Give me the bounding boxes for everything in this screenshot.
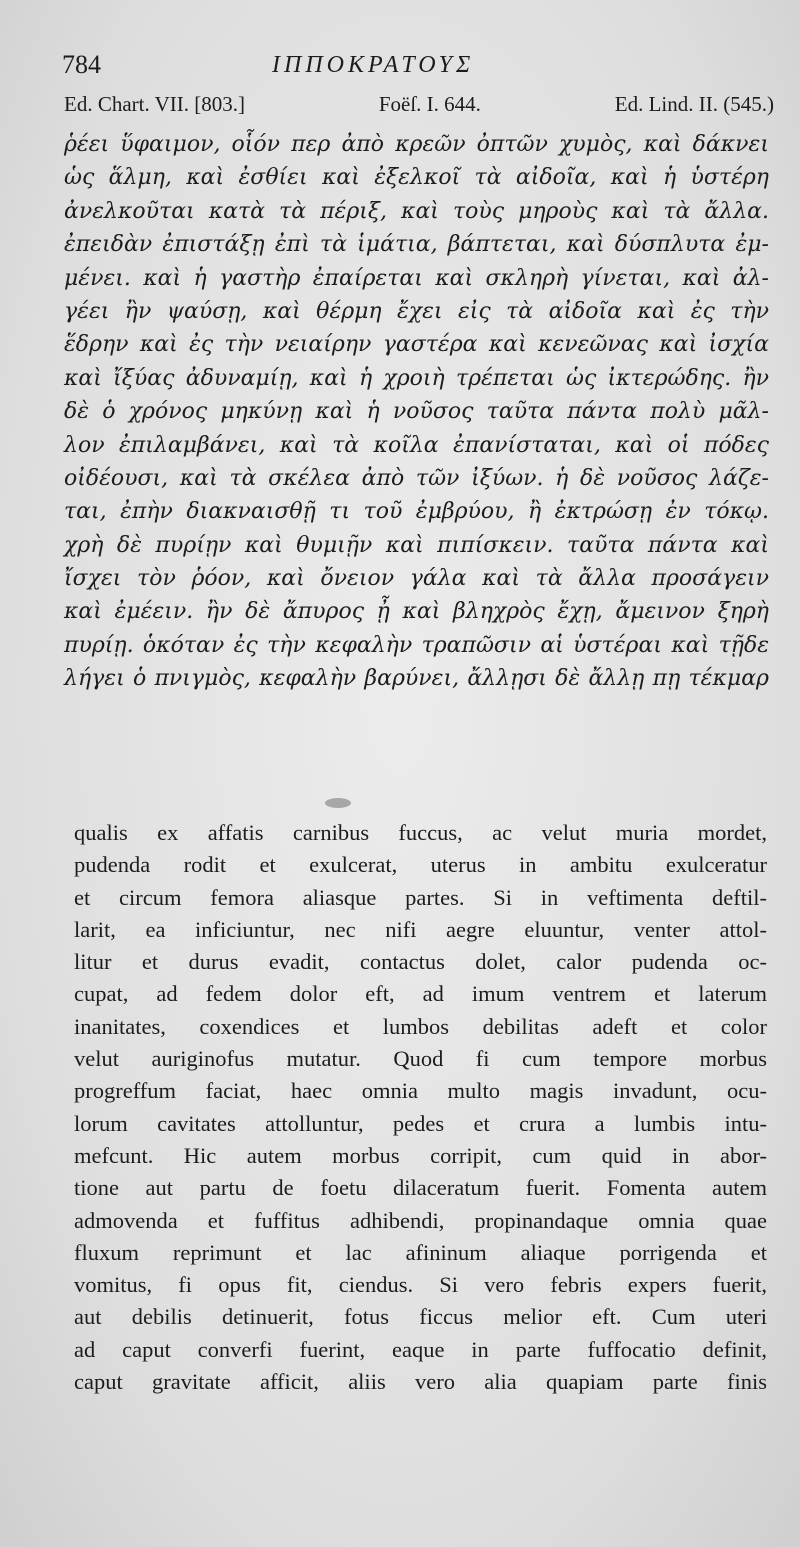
edition-foes-ref: Foëſ. I. 644. — [378, 92, 481, 116]
latin-text-line: aut debilis detinuerit, fotus ficcus melior eft. Cum uteri — [74, 1304, 767, 1330]
latin-text-line: qualis ex affatis carnibus fuccus, ac velut muria mordet, — [74, 820, 767, 845]
latin-text-line: larit, ea inficiuntur, nec nifi aegre eluuntur, venter attol- — [74, 916, 767, 942]
greek-text-line: ὡς ἅλμη, καὶ ἐσθίει καὶ ἐξελκοῖ τὰ αἰδοῖα, καὶ ἡ ὑστέρη — [64, 165, 769, 191]
greek-text-line: καὶ ἐμέειν. ἢν δὲ ἄπυρος ᾖ καὶ βληχρὸς ἔχῃ, ἄμεινον ξηρὴ — [64, 599, 769, 625]
greek-text-line: λον ἐπιλαμβάνει, καὶ τὰ κοῖλα ἐπανίσταται, καὶ οἱ πόδες — [64, 432, 769, 458]
latin-text-block — [74, 817, 767, 1398]
ink-blot-ornament — [325, 798, 351, 808]
latin-text-line: fluxum reprimunt et lac afininum aliaque porrigenda et — [74, 1239, 767, 1265]
latin-text-line: mefcunt. Hic autem morbus corripit, cum quid in abor- — [74, 1142, 767, 1168]
edition-lind-ref: Ed. Lind. II. (545.) — [614, 92, 774, 116]
greek-text-line: καὶ ἴξύας ἀδυναμίῃ, καὶ ἡ χροιὴ τρέπεται ὡς ἰκτερώδης. ἢν — [64, 365, 769, 391]
greek-text-line: γέει ἢν ψαύσῃ, καὶ θέρμη ἔχει εἰς τὰ αἰδοῖα καὶ ἐς τὴν — [64, 298, 769, 324]
greek-text-line: ται, ἐπὴν διακναισθῇ τι τοῦ ἐμβρύου, ἢ ἐκτρώσῃ ἐν τόκῳ. — [64, 499, 769, 525]
latin-text-line: cupat, ad fedem dolor eft, ad imum ventrem et laterum — [74, 981, 767, 1007]
latin-text-line: caput gravitate afficit, aliis vero alia quapiam parte finis — [74, 1369, 767, 1395]
greek-text-line: χρὴ δὲ πυρίῃν καὶ θυμιῇν καὶ πιπίσκειν. ταῦτα πάντα καὶ — [64, 532, 769, 558]
page-number: 784 — [62, 50, 101, 79]
greek-text-line: ἴσχει τὸν ῥόον, καὶ ὄνειον γάλα καὶ τὰ ἄλλα προσάγειν — [64, 566, 769, 592]
latin-text-line: et circum femora aliasque partes. Si in veftimenta deftil- — [74, 884, 767, 910]
latin-text-line: litur et durus evadit, contactus dolet, calor pudenda oc- — [74, 949, 767, 975]
greek-text-line: ἀνελκοῦται κατὰ τὰ πέριξ, καὶ τοὺς μηροὺς καὶ τὰ ἄλλα. — [64, 198, 769, 224]
greek-text-line: ῥέει ὕφαιμον, οἷόν περ ἀπὸ κρεῶν ὀπτῶν χυμὸς, καὶ δάκνει — [64, 132, 769, 157]
latin-text-line: pudenda rodit et exulcerat, uterus in ambitu exulceratur — [74, 852, 767, 878]
latin-text-line: ad caput converfi fuerint, eaque in parte fuffocatio definit, — [74, 1336, 767, 1362]
greek-text-line: ἕδρην καὶ ἐς τὴν νειαίρην γαστέρα καὶ κενεῶνας καὶ ἰσχία — [64, 332, 769, 358]
latin-text-line: inanitates, coxendices et lumbos debilitas adeft et color — [74, 1013, 767, 1039]
greek-text-line: λήγει ὁ πνιγμὸς, κεφαλὴν βαρύνει, ἄλλῃσι δὲ ἄλλῃ πῃ τέκμαρ — [64, 666, 769, 692]
latin-text-line: admovenda et fuffitus adhibendi, propinandaque omnia quae — [74, 1207, 767, 1233]
latin-text-line: vomitus, fi opus fit, ciendus. Si vero febris expers fuerit, — [74, 1272, 767, 1298]
edition-chart-ref: Ed. Chart. VII. [803.] — [64, 92, 245, 116]
latin-text-line: tione aut partu de foetu dilaceratum fuerit. Fomenta autem — [74, 1175, 767, 1201]
latin-text-line: progreffum faciat, haec omnia multo magis invadunt, ocu- — [74, 1078, 767, 1104]
latin-text-line: lorum cavitates attolluntur, pedes et crura a lumbis intu- — [74, 1110, 767, 1136]
greek-text-block — [64, 128, 769, 696]
greek-text-line: πυρίῃ. ὁκόταν ἐς τὴν κεφαλὴν τραπῶσιν αἱ ὑστέραι καὶ τῇδε — [64, 632, 769, 658]
running-head: ΙΠΠΟΚΡΑΤΟΥΣ — [272, 52, 475, 78]
greek-text-line: μένει. καὶ ἡ γαστὴρ ἐπαίρεται καὶ σκληρὴ γίνεται, καὶ ἀλ- — [64, 265, 769, 291]
greek-text-line: δὲ ὁ χρόνος μηκύνῃ καὶ ἡ νοῦσος ταῦτα πάντα πολὺ μᾶλ- — [64, 399, 769, 425]
latin-text-line: velut auriginofus mutatur. Quod fi cum tempore morbus — [74, 1046, 767, 1072]
edition-references — [64, 92, 774, 117]
greek-text-line: οἰδέουσι, καὶ τὰ σκέλεα ἀπὸ τῶν ἰξύων. ἡ δὲ νοῦσος λάζε- — [64, 465, 769, 491]
greek-text-line: ἐπειδὰν ἐπιστάξῃ ἐπὶ τὰ ἱμάτια, βάπτεται, καὶ δύσπλυτα ἐμ- — [64, 232, 769, 258]
